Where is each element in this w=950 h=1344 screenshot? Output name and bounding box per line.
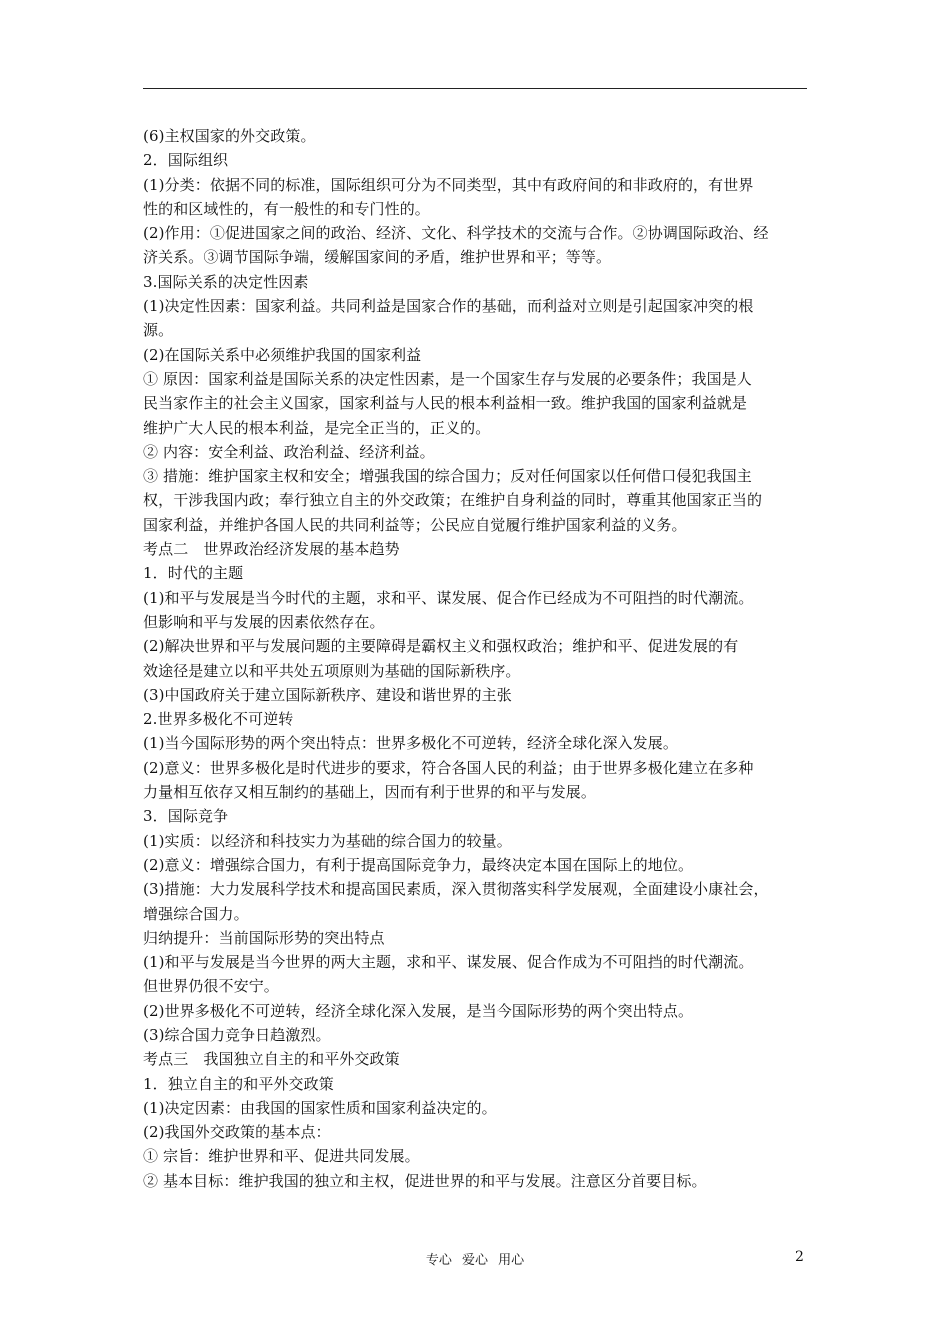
text-line: 性的和区域性的，有一般性的和专门性的。 [143, 199, 430, 218]
text-line: 2．国际组织 [143, 151, 229, 170]
text-line: ① 宗旨：维护世界和平、促进共同发展。 [143, 1147, 420, 1166]
text-line: ① 原因：国家利益是国际关系的决定性因素，是一个国家生存与发展的必要条件；我国是人 [143, 369, 752, 388]
text-line: 济关系。③调节国际争端，缓解国家间的矛盾，维护世界和平；等等。 [143, 248, 612, 267]
text-line: 但影响和平与发展的因素依然存在。 [143, 612, 385, 631]
text-line: (3)中国政府关于建立国际新秩序、建设和谐世界的主张 [143, 685, 512, 704]
text-line: (2)在国际关系中必须维护我国的国家利益 [143, 345, 422, 364]
header-rule [143, 88, 807, 89]
text-line: (3)综合国力竞争日趋激烈。 [143, 1025, 331, 1044]
text-line: 源。 [143, 321, 174, 340]
text-line: (1)决定因素：由我国的国家性质和国家利益决定的。 [143, 1098, 497, 1117]
text-line: (1)实质：以经济和科技实力为基础的综合国力的较量。 [143, 831, 512, 850]
text-line: (2)意义：增强综合国力，有利于提高国际竞争力，最终决定本国在国际上的地位。 [143, 855, 694, 874]
text-line: 3.国际关系的决定性因素 [143, 272, 309, 291]
text-line: 考点三 我国独立自主的和平外交政策 [143, 1050, 400, 1069]
text-line: ③ 措施：维护国家主权和安全；增强我国的综合国力；反对任何国家以任何借口侵犯我国主 [143, 467, 752, 486]
document-body [143, 124, 811, 1193]
text-line: (2)解决世界和平与发展问题的主要障碍是霸权主义和强权政治；维护和平、促进发展的有 [143, 637, 739, 656]
text-line: 1．时代的主题 [143, 564, 244, 583]
text-line: (1)决定性因素：国家利益。共同利益是国家合作的基础，而利益对立则是引起国家冲突的根 [143, 297, 754, 316]
page-number: 2 [795, 1249, 804, 1265]
text-line: 考点二 世界政治经济发展的基本趋势 [143, 540, 400, 559]
text-line: 民当家作主的社会主义国家，国家利益与人民的根本利益相一致。维护我国的国家利益就是 [143, 394, 748, 413]
text-line: (2)世界多极化不可逆转，经济全球化深入发展，是当今国际形势的两个突出特点。 [143, 1001, 694, 1020]
text-line: ② 基本目标：维护我国的独立和主权，促进世界的和平与发展。注意区分首要目标。 [143, 1171, 707, 1190]
footer-slogan: 专心 爱心 用心 [425, 1253, 525, 1268]
text-line: (1)当今国际形势的两个突出特点：世界多极化不可逆转，经济全球化深入发展。 [143, 734, 678, 753]
text-line: (1)分类：依据不同的标准，国际组织可分为不同类型，其中有政府间的和非政府的，有世界 [143, 175, 754, 194]
text-line: (2)意义：世界多极化是时代进步的要求，符合各国人民的利益；由于世界多极化建立在多种 [143, 758, 754, 777]
text-line: 3．国际竞争 [143, 807, 229, 826]
text-line: 力量相互依存又相互制约的基础上，因而有利于世界的和平与发展。 [143, 783, 597, 802]
text-line: 权，干涉我国内政；奉行独立自主的外交政策；在维护自身利益的同时，尊重其他国家正当的 [143, 491, 763, 510]
text-line: 2.世界多极化不可逆转 [143, 710, 294, 729]
text-line: 效途径是建立以和平共处五项原则为基础的国际新秩序。 [143, 661, 521, 680]
text-line: 1．独立自主的和平外交政策 [143, 1074, 334, 1093]
text-line: 国家利益，并维护各国人民的共同利益等；公民应自觉履行维护国家利益的义务。 [143, 515, 687, 534]
text-line: (3)措施：大力发展科学技术和提高国民素质，深入贯彻落实科学发展观，全面建设小康社会， [143, 880, 769, 899]
text-line: ② 内容：安全利益、政治利益、经济利益。 [143, 442, 435, 461]
text-line: (6)主权国家的外交政策。 [143, 127, 316, 145]
text-line: (1)和平与发展是当今时代的主题，求和平、谋发展、促合作已经成为不可阻挡的时代潮流。 [143, 588, 754, 607]
page-footer [0, 1249, 950, 1269]
text-line: (1)和平与发展是当今世界的两大主题，求和平、谋发展、促合作成为不可阻挡的时代潮流。 [143, 953, 754, 972]
text-line: 归纳提升：当前国际形势的突出特点 [143, 928, 385, 947]
text-line: 维护广大人民的根本利益，是完全正当的，正义的。 [143, 418, 491, 437]
text-line: 增强综合国力。 [143, 904, 249, 923]
text-line: 但世界仍很不安宁。 [143, 977, 279, 996]
text-line: (2)我国外交政策的基本点： [143, 1123, 331, 1142]
text-line: (2)作用：①促进国家之间的政治、经济、文化、科学技术的交流与合作。②协调国际政治、经 [143, 224, 769, 243]
